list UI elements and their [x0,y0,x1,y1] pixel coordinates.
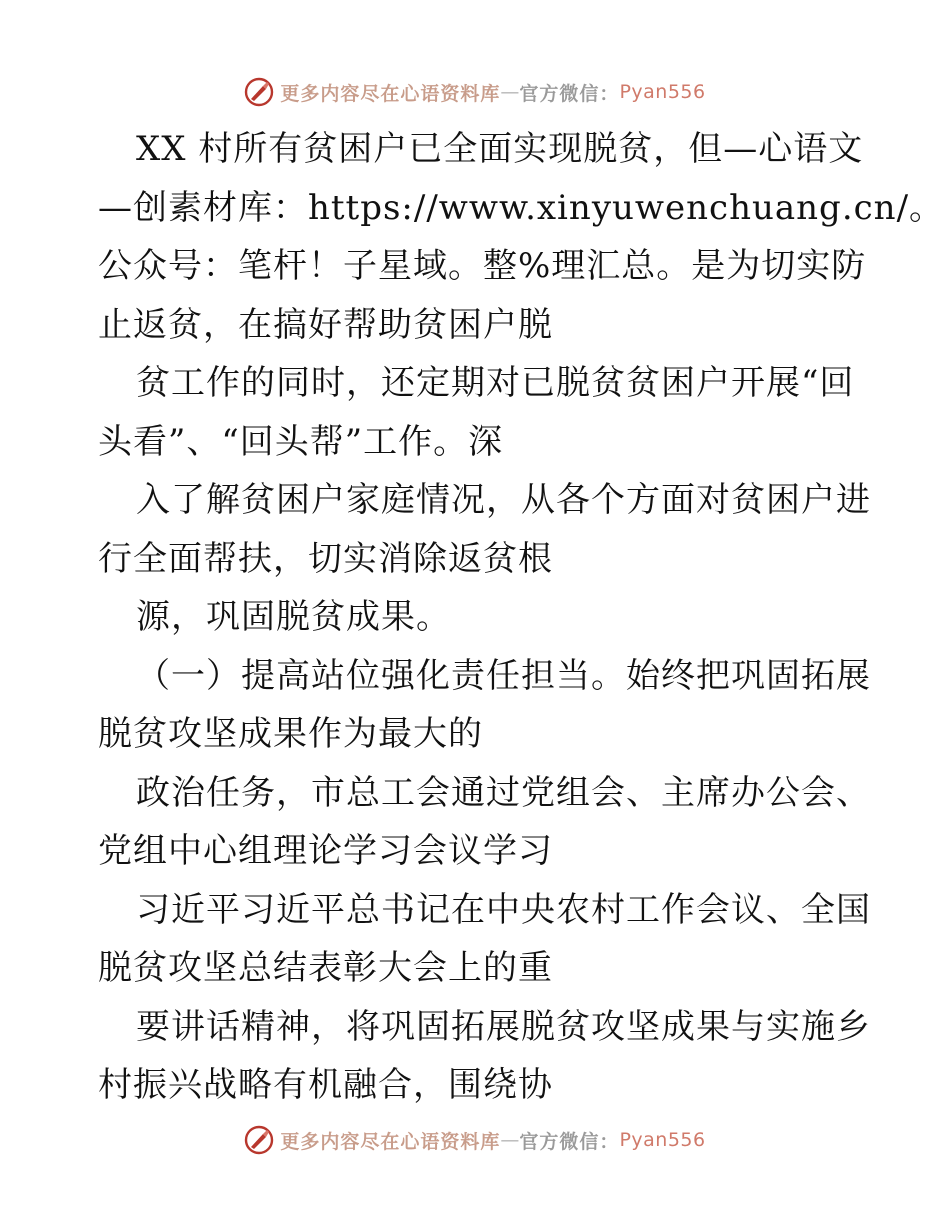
body-line: 脱贫攻坚总结表彰大会上的重 [98,948,553,988]
document-body [98,120,945,1115]
quill-logo-icon [244,77,274,107]
body-line: 源，巩固脱贫成果。 [136,597,451,637]
body-line: 入了解贫困户家庭情况，从各个方面对贫困户进 [136,480,871,520]
body-line: —创素材库：https://www.xinyuwenchuang.cn/。 [98,187,945,228]
body-line: XX 村所有贫困户已全面实现脱贫，但—心语文 [136,129,864,169]
body-line: 要讲话精神，将巩固拓展脱贫攻坚成果与实施乡 [136,1006,871,1047]
body-line: 村振兴战略有机融合，围绕协 [98,1065,553,1105]
watermark-official-label: 官方微信： [519,82,620,105]
watermark-text: 更多内容尽在心语资料库 [280,1130,501,1153]
body-line: 政治任务，市总工会通过党组会、主席办公会、 [136,772,871,813]
header-watermark [0,72,950,112]
body-line: 头看”、“回头帮”工作。深 [98,421,504,462]
body-line: 行全面帮扶，切实消除返贫根 [98,538,553,579]
footer-watermark [0,1120,950,1160]
body-line: 公众号：笔杆！子星域。整%理汇总。是为切实防 [98,246,867,286]
body-line: 党组中心组理论学习会议学习 [98,831,553,871]
watermark-official-label: 官方微信： [519,1130,620,1153]
watermark-separator: — [500,81,520,103]
body-line: 习近平习近平总书记在中央农村工作会议、全国 [136,889,871,930]
section-heading-line: （一）提高站位强化责任担当。始终把巩固拓展 [136,655,871,696]
watermark-wechat-id: Pyan556 [619,81,706,103]
body-line: 贫工作的同时，还定期对已脱贫贫困户开展“回 [136,363,855,403]
watermark-separator: — [500,1129,520,1151]
body-line: 止返贫，在搞好帮助贫困户脱 [98,304,553,345]
watermark-wechat-id: Pyan556 [619,1129,706,1151]
quill-logo-icon [244,1125,274,1155]
body-line: 脱贫攻坚成果作为最大的 [98,714,483,754]
watermark-text: 更多内容尽在心语资料库 [280,82,501,105]
